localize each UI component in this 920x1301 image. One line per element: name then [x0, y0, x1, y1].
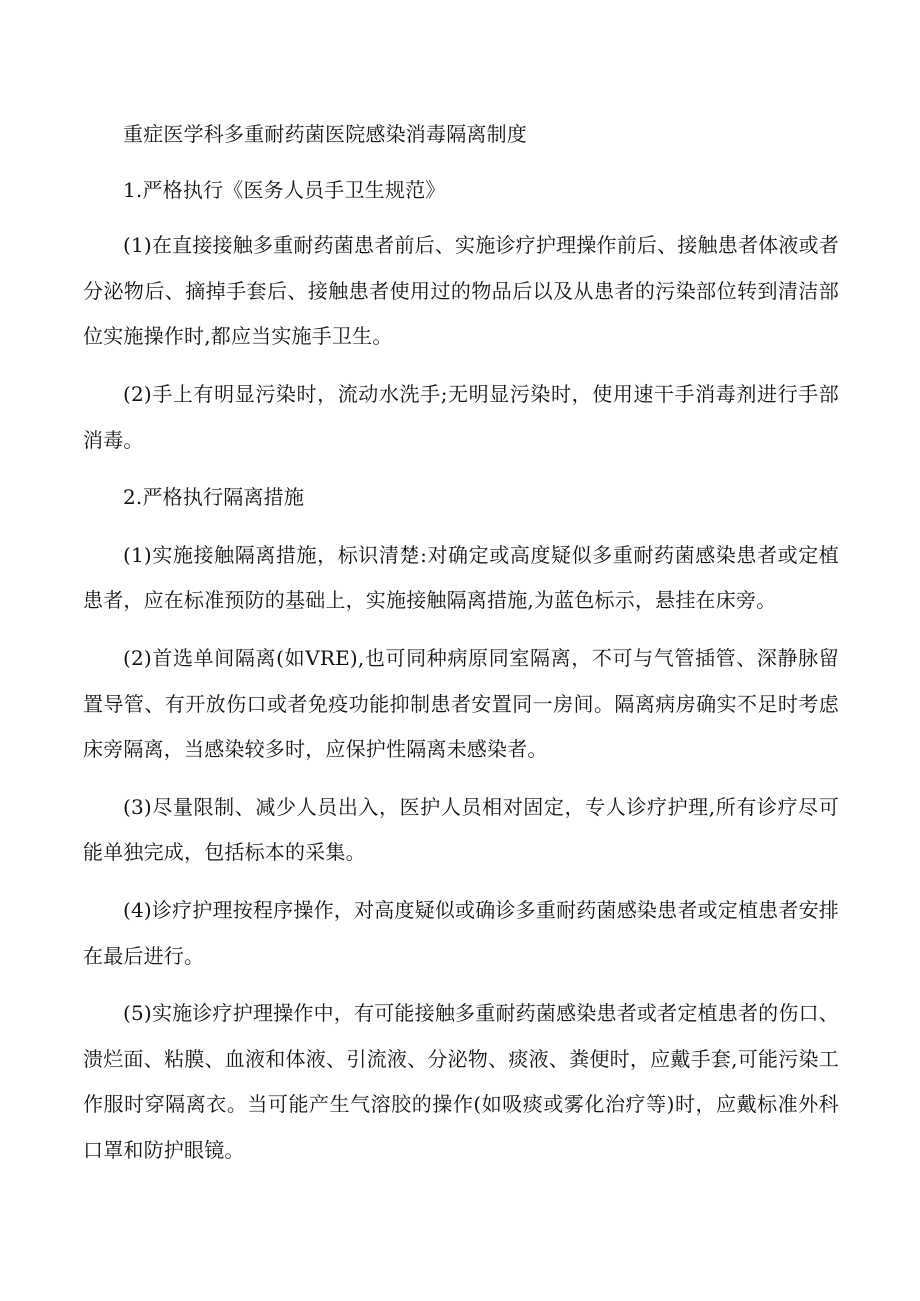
paragraph-isolation-3: (3)尽量限制、减少人员出入，医护人员相对固定，专人诊疗护理,所有诊疗尽可能单独完成，包括标本的采集。: [83, 794, 839, 865]
paragraph-hand-hygiene-1: (1)在直接接触多重耐药菌患者前后、实施诊疗护理操作前后、接触患者体液或者分泌物后、摘掉手套后、接触患者使用过的物品后以及从患者的污染部位转到清洁部位实施操作时,都应当实施手卫生。: [83, 233, 839, 349]
paragraph-isolation-4: (4)诊疗护理按程序操作，对高度疑似或确诊多重耐药菌感染患者或定植患者安排在最后进行。: [83, 897, 839, 968]
document-title: 重症医学科多重耐药菌医院感染消毒隔离制度: [123, 122, 527, 146]
paragraph-hand-hygiene-2: (2)手上有明显污染时，流动水洗手;无明显污染时，使用速干手消毒剂进行手部消毒。: [83, 381, 839, 452]
document-body: [83, 112, 839, 1173]
section-heading-isolation: 2.严格执行隔离措施: [123, 485, 305, 510]
paragraph-isolation-2: (2)首选单间隔离(如VRE),也可同种病原同室隔离，不可与气管插管、深静脉留置导管、有开放伤口或者免疫功能抑制患者安置同一房间。隔离病房确实不足时考虑床旁隔离，当感染较多时，应保护性隔离未感染者。: [83, 645, 839, 762]
paragraph-isolation-5: (5)实施诊疗护理操作中，有可能接触多重耐药菌感染患者或者定植患者的伤口、溃烂面、粘膜、血液和体液、引流液、分泌物、痰液、粪便时，应戴手套,可能污染工作服时穿隔离衣。当可能产生气溶胶的操作(如吸痰或雾化治疗等)时，应戴标准外科口罩和防护眼镜。: [83, 1001, 839, 1162]
paragraph-isolation-1: (1)实施接触隔离措施，标识清楚:对确定或高度疑似多重耐药菌感染患者或定植患者，应在标准预防的基础上，实施接触隔离措施,为蓝色标示，悬挂在床旁。: [83, 542, 839, 613]
section-heading-hand-hygiene: 1.严格执行《医务人员手卫生规范》: [123, 177, 446, 202]
